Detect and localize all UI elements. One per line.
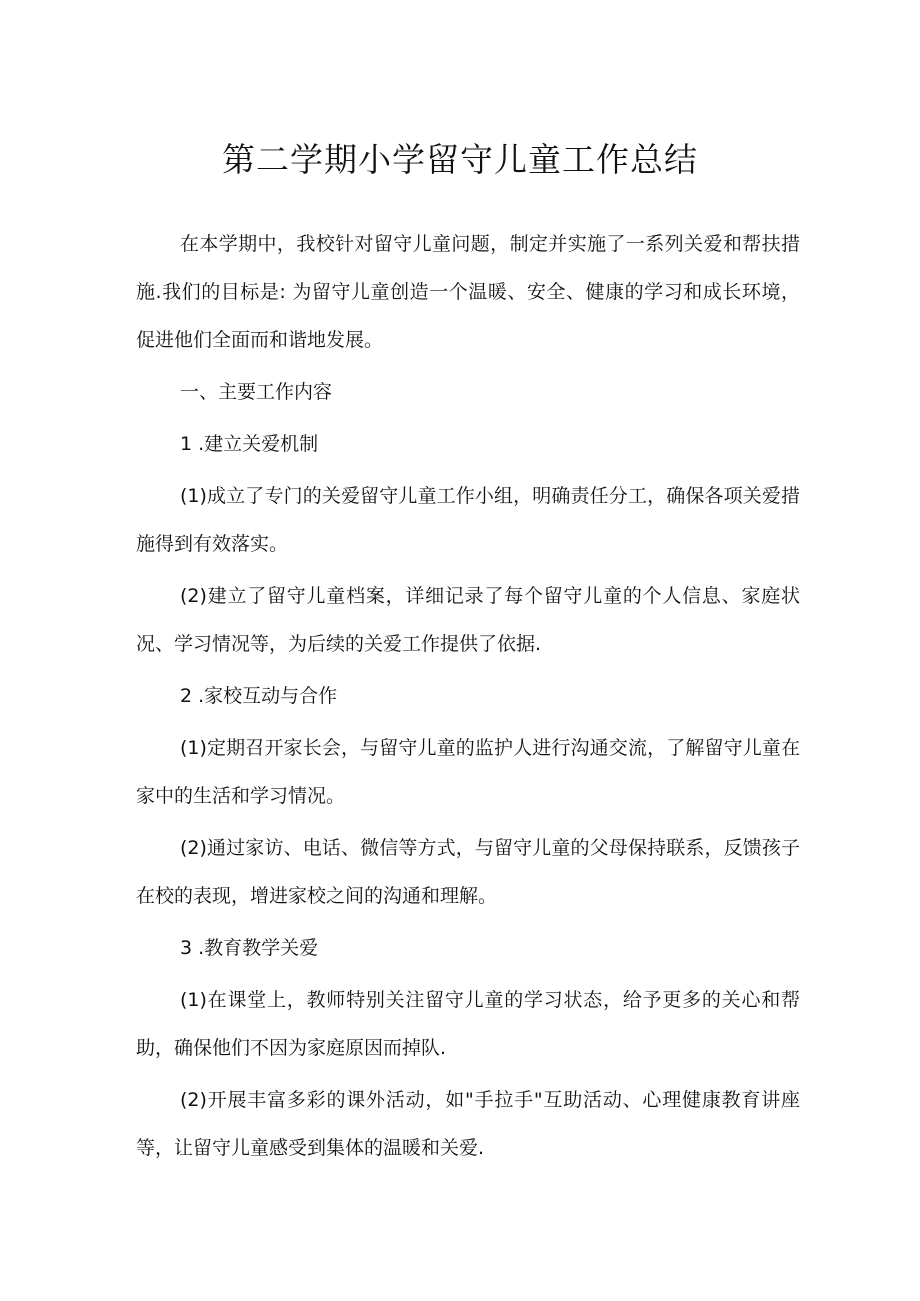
document-body: [136, 220, 800, 1176]
subsection-heading-home-school: 2 .家校互动与合作: [180, 685, 338, 707]
list-item: (2)开展丰富多彩的课外活动，如"手拉手"互助活动、心理健康教育讲座等，让留守儿童感受到集体的温暖和关爱.: [136, 1089, 800, 1159]
list-item: (2)建立了留守儿童档案，详细记录了每个留守儿童的个人信息、家庭状况、学习情况等，为后续的关爱工作提供了依据.: [136, 585, 800, 655]
list-item: (2)通过家访、电话、微信等方式，与留守儿童的父母保持联系，反馈孩子在校的表现，增进家校之间的沟通和理解。: [136, 837, 800, 907]
document-title: 第二学期小学留守儿童工作总结: [222, 140, 698, 179]
list-item: (1)成立了专门的关爱留守儿童工作小组，明确责任分工，确保各项关爱措施得到有效落实。: [136, 485, 800, 555]
intro-paragraph: 在本学期中，我校针对留守儿童问题，制定并实施了一系列关爱和帮扶措施.我们的目标是: 为留守儿童创造一个温暖、安全、健康的学习和成长环境，促进他们全面而和谐地发展。: [136, 233, 800, 351]
list-item: (1)在课堂上，教师特别关注留守儿童的学习状态，给予更多的关心和帮助，确保他们不因为家庭原因而掉队.: [136, 989, 800, 1059]
list-item: (1)定期召开家长会，与留守儿童的监护人进行沟通交流，了解留守儿童在家中的生活和学习情况。: [136, 737, 800, 807]
subsection-heading-teaching-care: 3 .教育教学关爱: [180, 937, 319, 959]
section-heading-main-work: 一、主要工作内容: [180, 381, 333, 403]
subsection-heading-care-mechanism: 1 .建立关爱机制: [180, 433, 319, 455]
